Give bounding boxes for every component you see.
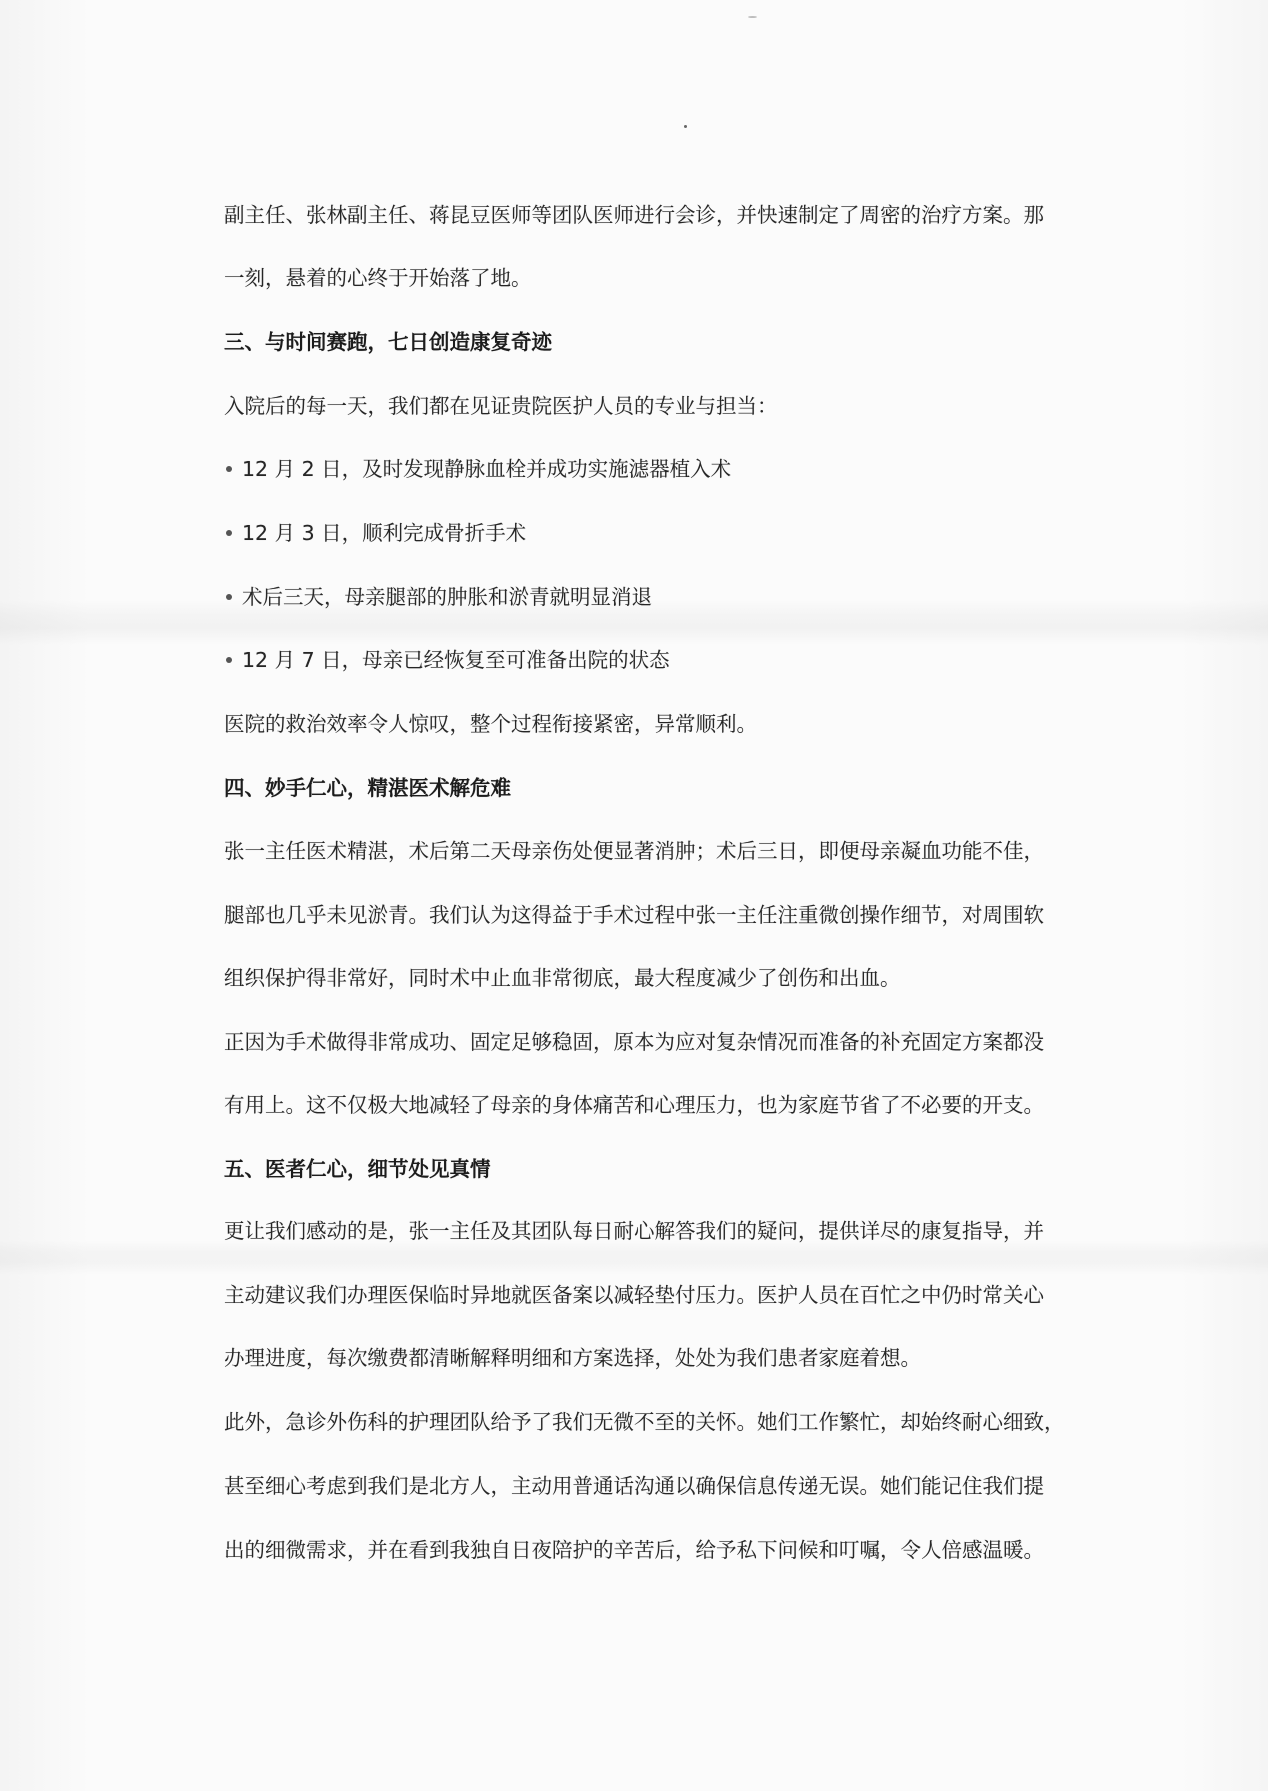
scan-smudge: [748, 16, 757, 18]
list-item-text: 12 月 3 日，顺利完成骨折手术: [242, 521, 527, 545]
paragraph-line: 主动建议我们办理医保临时异地就医备案以减轻垫付压力。医护人员在百忙之中仍时常关心: [224, 1283, 1044, 1307]
paragraph-line: 副主任、张林副主任、蒋昆豆医师等团队医师进行会诊，并快速制定了周密的治疗方案。那: [224, 203, 1044, 227]
paragraph-line: 出的细微需求，并在看到我独自日夜陪护的辛苦后，给予私下问候和叮嘱，令人倍感温暖。: [224, 1538, 1044, 1562]
paragraph-line: 有用上。这不仅极大地减轻了母亲的身体痛苦和心理压力，也为家庭节省了不必要的开支。: [224, 1093, 1044, 1117]
paragraph-line: 张一主任医术精湛，术后第二天母亲伤处便显著消肿；术后三日，即便母亲凝血功能不佳，: [224, 839, 1044, 863]
paragraph-line: 一刻，悬着的心终于开始落了地。: [224, 266, 532, 290]
paragraph-line: 办理进度，每次缴费都清晰解释明细和方案选择，处处为我们患者家庭着想。: [224, 1346, 921, 1370]
paragraph-line: 组织保护得非常好，同时术中止血非常彻底，最大程度减少了创伤和出血。: [224, 966, 901, 990]
section-heading: 四、妙手仁心，精湛医术解危难: [224, 776, 511, 800]
scan-speck: [684, 125, 687, 128]
section-heading: 五、医者仁心，细节处见真情: [224, 1157, 491, 1181]
list-item-text: 12 月 2 日，及时发现静脉血栓并成功实施滤器植入术: [242, 457, 732, 481]
list-item-text: 术后三天，母亲腿部的肿胀和淤青就明显消退: [242, 585, 652, 609]
paragraph-line: 医院的救治效率令人惊叹，整个过程衔接紧密，异常顺利。: [224, 712, 757, 736]
paragraph-line: 入院后的每一天，我们都在见证贵院医护人员的专业与担当：: [224, 394, 778, 418]
paragraph-line: 此外，急诊外伤科的护理团队给予了我们无微不至的关怀。她们工作繁忙，却始终耐心细致，: [224, 1410, 1065, 1434]
paragraph-line: 腿部也几乎未见淤青。我们认为这得益于手术过程中张一主任注重微创操作细节，对周围软: [224, 903, 1044, 927]
bullet-icon: [226, 657, 232, 663]
list-item-text: 12 月 7 日，母亲已经恢复至可准备出院的状态: [242, 648, 670, 672]
section-heading: 三、与时间赛跑，七日创造康复奇迹: [224, 330, 552, 354]
paragraph-line: 正因为手术做得非常成功、固定足够稳固，原本为应对复杂情况而准备的补充固定方案都没: [224, 1030, 1044, 1054]
bullet-icon: [226, 466, 232, 472]
paragraph-line: 更让我们感动的是，张一主任及其团队每日耐心解答我们的疑问，提供详尽的康复指导，并: [224, 1219, 1044, 1243]
bullet-icon: [226, 594, 232, 600]
bullet-icon: [226, 530, 232, 536]
paragraph-line: 甚至细心考虑到我们是北方人，主动用普通话沟通以确保信息传递无误。她们能记住我们提: [224, 1474, 1044, 1498]
